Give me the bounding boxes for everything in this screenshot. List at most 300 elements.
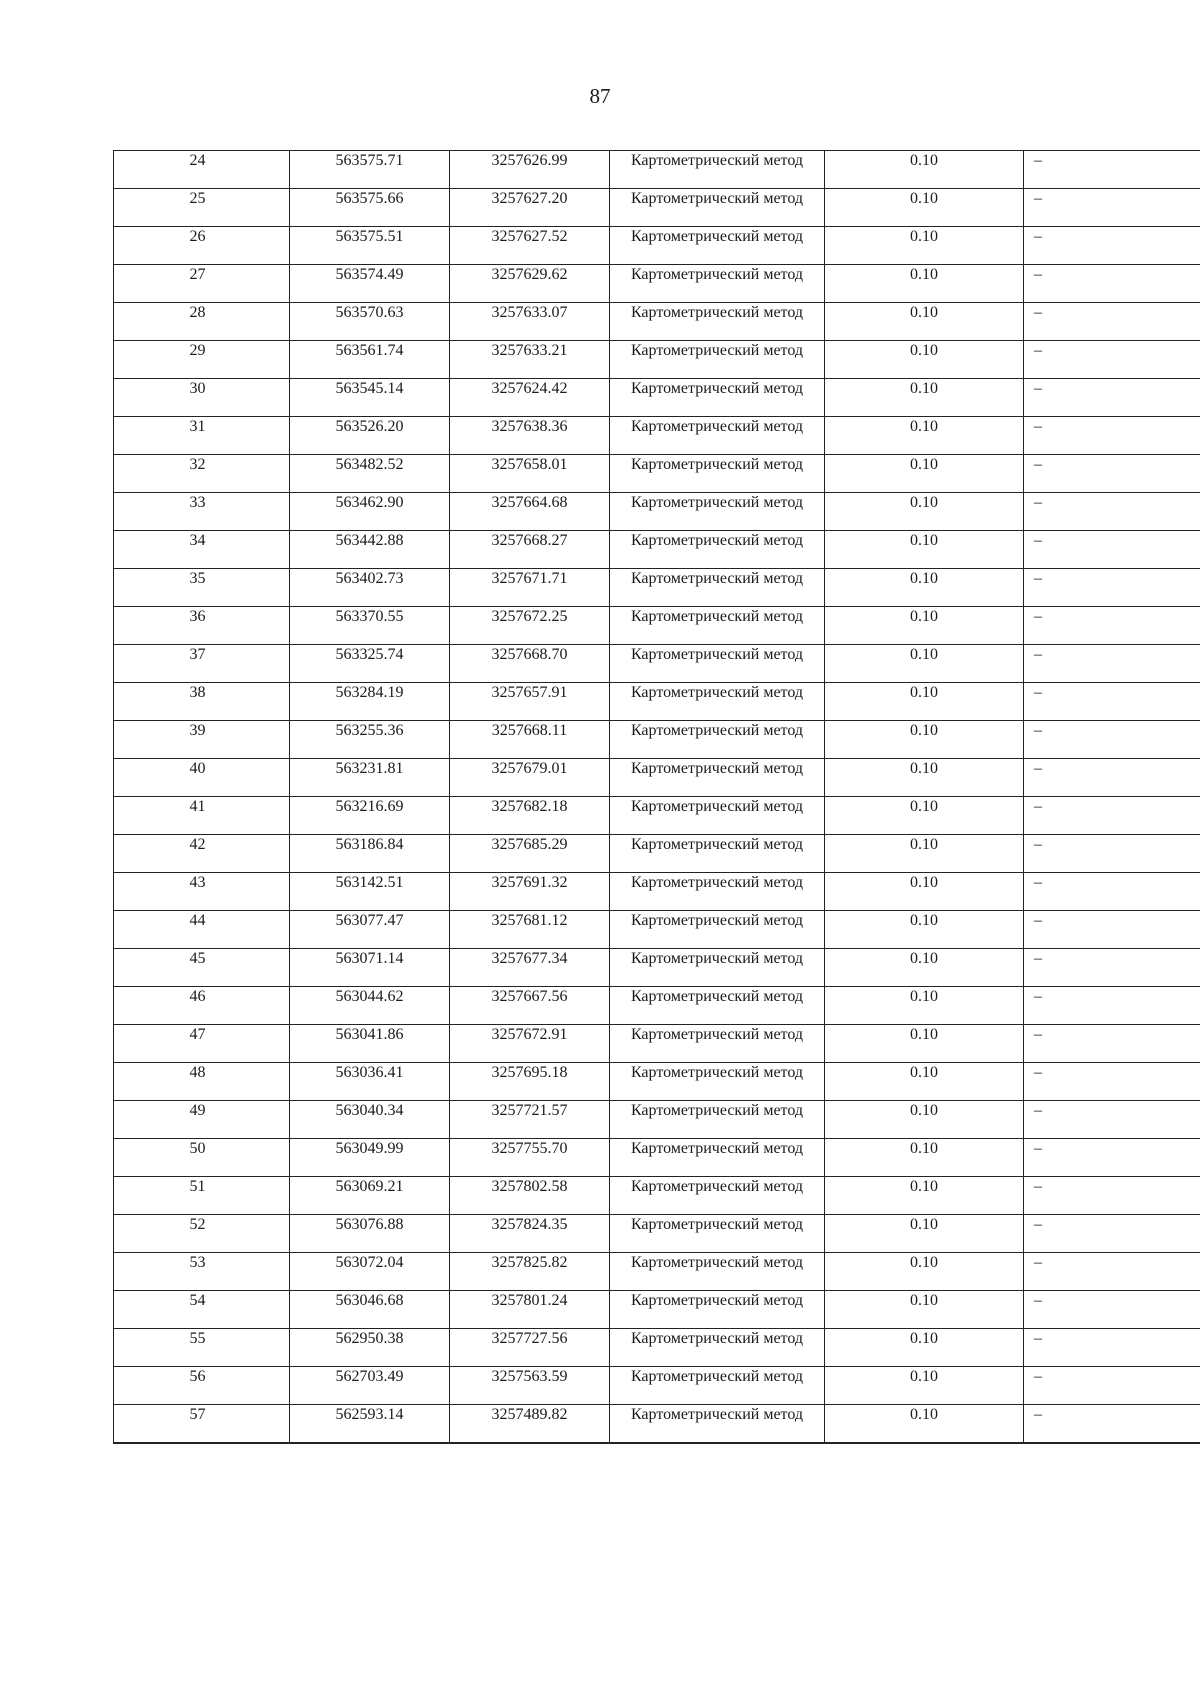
accuracy-cell — [825, 265, 1024, 303]
method-cell — [610, 189, 825, 227]
table-row — [114, 607, 1200, 645]
point-number-cell-text: 25 — [189, 190, 206, 207]
point-number-cell-text: 44 — [189, 912, 206, 929]
x-coordinate-cell — [290, 607, 450, 645]
point-number-cell-text: 36 — [189, 608, 206, 625]
y-coordinate-cell — [450, 1101, 610, 1139]
point-number-cell-text: 35 — [189, 570, 206, 587]
accuracy-cell — [825, 531, 1024, 569]
x-coordinate-cell-text: 563077.47 — [335, 912, 404, 929]
point-number-cell — [114, 417, 290, 455]
note-cell-text: – — [1034, 722, 1042, 739]
point-number-cell-text: 51 — [189, 1178, 206, 1195]
y-coordinate-cell-text: 3257624.42 — [491, 380, 568, 397]
note-cell-text: – — [1034, 1102, 1042, 1119]
y-coordinate-cell-text: 3257681.12 — [491, 912, 568, 929]
table-row — [114, 721, 1200, 759]
accuracy-cell — [825, 303, 1024, 341]
accuracy-cell-text: 0.10 — [910, 988, 938, 1005]
note-cell-text: – — [1034, 1254, 1042, 1271]
point-number-cell — [114, 1177, 290, 1215]
y-coordinate-cell — [450, 835, 610, 873]
table-row — [114, 265, 1200, 303]
note-cell — [1024, 1025, 1200, 1063]
method-cell-text: Картометрический метод — [630, 532, 804, 549]
coordinates-table — [113, 150, 1200, 1444]
method-cell-text: Картометрический метод — [630, 684, 804, 701]
y-coordinate-cell — [450, 949, 610, 987]
point-number-cell-text: 39 — [189, 722, 206, 739]
table-row — [114, 1329, 1200, 1367]
accuracy-cell — [825, 569, 1024, 607]
table-row — [114, 797, 1200, 835]
x-coordinate-cell — [290, 151, 450, 189]
method-cell-text: Картометрический метод — [630, 1368, 804, 1385]
point-number-cell-text: 33 — [189, 494, 206, 511]
y-coordinate-cell — [450, 1177, 610, 1215]
table-row — [114, 911, 1200, 949]
note-cell — [1024, 1253, 1200, 1291]
x-coordinate-cell — [290, 645, 450, 683]
method-cell — [610, 1101, 825, 1139]
note-cell — [1024, 303, 1200, 341]
point-number-cell — [114, 911, 290, 949]
method-cell-text: Картометрический метод — [630, 608, 804, 625]
method-cell — [610, 265, 825, 303]
x-coordinate-cell-text: 563574.49 — [335, 266, 404, 283]
note-cell-text: – — [1034, 950, 1042, 967]
method-cell — [610, 303, 825, 341]
point-number-cell-text: 42 — [189, 836, 206, 853]
note-cell-text: – — [1034, 1292, 1042, 1309]
point-number-cell-text: 37 — [189, 646, 206, 663]
table-row — [114, 873, 1200, 911]
point-number-cell-text: 29 — [189, 342, 206, 359]
x-coordinate-cell — [290, 949, 450, 987]
table-row — [114, 645, 1200, 683]
note-cell — [1024, 1063, 1200, 1101]
point-number-cell-text: 27 — [189, 266, 206, 283]
x-coordinate-cell-text: 563482.52 — [335, 456, 404, 473]
method-cell-text: Картометрический метод — [630, 1178, 804, 1195]
point-number-cell-text: 43 — [189, 874, 206, 891]
method-cell-text: Картометрический метод — [630, 570, 804, 587]
point-number-cell — [114, 1367, 290, 1405]
x-coordinate-cell — [290, 189, 450, 227]
accuracy-cell-text: 0.10 — [910, 760, 938, 777]
y-coordinate-cell — [450, 797, 610, 835]
point-number-cell-text: 52 — [189, 1216, 206, 1233]
x-coordinate-cell-text: 563575.66 — [335, 190, 404, 207]
accuracy-cell — [825, 607, 1024, 645]
point-number-cell — [114, 987, 290, 1025]
y-coordinate-cell — [450, 607, 610, 645]
note-cell — [1024, 987, 1200, 1025]
note-cell — [1024, 417, 1200, 455]
note-cell-text: – — [1034, 1330, 1042, 1347]
note-cell — [1024, 455, 1200, 493]
y-coordinate-cell-text: 3257633.21 — [491, 342, 568, 359]
note-cell-text: – — [1034, 646, 1042, 663]
y-coordinate-cell-text: 3257638.36 — [491, 418, 568, 435]
point-number-cell — [114, 835, 290, 873]
y-coordinate-cell — [450, 493, 610, 531]
point-number-cell-text: 32 — [189, 456, 206, 473]
x-coordinate-cell — [290, 1139, 450, 1177]
method-cell — [610, 1063, 825, 1101]
x-coordinate-cell — [290, 265, 450, 303]
x-coordinate-cell-text: 563325.74 — [335, 646, 404, 663]
method-cell — [610, 759, 825, 797]
table-row — [114, 683, 1200, 721]
method-cell — [610, 645, 825, 683]
method-cell — [610, 1405, 825, 1444]
point-number-cell-text: 38 — [189, 684, 206, 701]
accuracy-cell — [825, 835, 1024, 873]
point-number-cell — [114, 1025, 290, 1063]
x-coordinate-cell-text: 563462.90 — [335, 494, 404, 511]
note-cell — [1024, 531, 1200, 569]
point-number-cell-text: 55 — [189, 1330, 206, 1347]
x-coordinate-cell-text: 563442.88 — [335, 532, 404, 549]
x-coordinate-cell-text: 563284.19 — [335, 684, 404, 701]
table-row — [114, 417, 1200, 455]
x-coordinate-cell-text: 563561.74 — [335, 342, 404, 359]
x-coordinate-cell — [290, 911, 450, 949]
method-cell-text: Картометрический метод — [630, 1254, 804, 1271]
point-number-cell — [114, 873, 290, 911]
x-coordinate-cell — [290, 1101, 450, 1139]
y-coordinate-cell — [450, 531, 610, 569]
x-coordinate-cell-text: 563049.99 — [335, 1140, 404, 1157]
note-cell — [1024, 607, 1200, 645]
accuracy-cell-text: 0.10 — [910, 684, 938, 701]
point-number-cell — [114, 607, 290, 645]
y-coordinate-cell — [450, 683, 610, 721]
x-coordinate-cell — [290, 759, 450, 797]
table-row — [114, 569, 1200, 607]
method-cell-text: Картометрический метод — [630, 152, 804, 169]
x-coordinate-cell-text: 563231.81 — [335, 760, 404, 777]
y-coordinate-cell-text: 3257825.82 — [491, 1254, 568, 1271]
method-cell-text: Картометрический метод — [630, 304, 804, 321]
accuracy-cell-text: 0.10 — [910, 418, 938, 435]
note-cell-text: – — [1034, 1406, 1042, 1423]
table-row — [114, 759, 1200, 797]
method-cell-text: Картометрический метод — [630, 950, 804, 967]
method-cell — [610, 1253, 825, 1291]
accuracy-cell-text: 0.10 — [910, 342, 938, 359]
x-coordinate-cell — [290, 873, 450, 911]
accuracy-cell-text: 0.10 — [910, 152, 938, 169]
x-coordinate-cell-text: 562593.14 — [335, 1406, 404, 1423]
table-row — [114, 227, 1200, 265]
y-coordinate-cell — [450, 569, 610, 607]
point-number-cell — [114, 949, 290, 987]
accuracy-cell — [825, 1063, 1024, 1101]
method-cell-text: Картометрический метод — [630, 1406, 804, 1423]
point-number-cell — [114, 569, 290, 607]
method-cell — [610, 949, 825, 987]
y-coordinate-cell — [450, 1063, 610, 1101]
point-number-cell — [114, 341, 290, 379]
y-coordinate-cell-text: 3257695.18 — [491, 1064, 568, 1081]
y-coordinate-cell-text: 3257682.18 — [491, 798, 568, 815]
method-cell — [610, 493, 825, 531]
x-coordinate-cell — [290, 1253, 450, 1291]
table-row — [114, 531, 1200, 569]
method-cell — [610, 607, 825, 645]
note-cell-text: – — [1034, 304, 1042, 321]
point-number-cell-text: 28 — [189, 304, 206, 321]
table-row — [114, 1025, 1200, 1063]
note-cell-text: – — [1034, 1368, 1042, 1385]
y-coordinate-cell — [450, 759, 610, 797]
y-coordinate-cell-text: 3257657.91 — [491, 684, 568, 701]
y-coordinate-cell-text: 3257626.99 — [491, 152, 568, 169]
method-cell — [610, 417, 825, 455]
method-cell-text: Картометрический метод — [630, 1026, 804, 1043]
point-number-cell-text: 47 — [189, 1026, 206, 1043]
method-cell-text: Картометрический метод — [630, 1064, 804, 1081]
y-coordinate-cell-text: 3257679.01 — [491, 760, 568, 777]
note-cell-text: – — [1034, 494, 1042, 511]
note-cell-text: – — [1034, 380, 1042, 397]
accuracy-cell — [825, 1215, 1024, 1253]
accuracy-cell — [825, 645, 1024, 683]
y-coordinate-cell — [450, 911, 610, 949]
x-coordinate-cell-text: 563041.86 — [335, 1026, 404, 1043]
y-coordinate-cell — [450, 1367, 610, 1405]
accuracy-cell-text: 0.10 — [910, 1178, 938, 1195]
method-cell — [610, 911, 825, 949]
method-cell — [610, 455, 825, 493]
method-cell-text: Картометрический метод — [630, 380, 804, 397]
note-cell-text: – — [1034, 608, 1042, 625]
accuracy-cell-text: 0.10 — [910, 722, 938, 739]
accuracy-cell — [825, 341, 1024, 379]
note-cell-text: – — [1034, 228, 1042, 245]
point-number-cell — [114, 1101, 290, 1139]
y-coordinate-cell — [450, 1291, 610, 1329]
note-cell-text: – — [1034, 152, 1042, 169]
y-coordinate-cell — [450, 1329, 610, 1367]
table-row — [114, 1139, 1200, 1177]
note-cell — [1024, 379, 1200, 417]
note-cell — [1024, 1367, 1200, 1405]
y-coordinate-cell-text: 3257563.59 — [491, 1368, 568, 1385]
method-cell-text: Картометрический метод — [630, 836, 804, 853]
x-coordinate-cell — [290, 797, 450, 835]
point-number-cell — [114, 493, 290, 531]
x-coordinate-cell-text: 563046.68 — [335, 1292, 404, 1309]
note-cell — [1024, 341, 1200, 379]
point-number-cell — [114, 683, 290, 721]
method-cell — [610, 151, 825, 189]
accuracy-cell-text: 0.10 — [910, 456, 938, 473]
note-cell-text: – — [1034, 1064, 1042, 1081]
note-cell — [1024, 493, 1200, 531]
x-coordinate-cell — [290, 683, 450, 721]
note-cell-text: – — [1034, 1216, 1042, 1233]
y-coordinate-cell-text: 3257667.56 — [491, 988, 568, 1005]
method-cell — [610, 1025, 825, 1063]
method-cell — [610, 227, 825, 265]
y-coordinate-cell-text: 3257489.82 — [491, 1406, 568, 1423]
x-coordinate-cell-text: 563570.63 — [335, 304, 404, 321]
note-cell — [1024, 873, 1200, 911]
table-row — [114, 379, 1200, 417]
point-number-cell — [114, 303, 290, 341]
point-number-cell-text: 30 — [189, 380, 206, 397]
x-coordinate-cell — [290, 1215, 450, 1253]
x-coordinate-cell-text: 563575.51 — [335, 228, 404, 245]
point-number-cell-text: 48 — [189, 1064, 206, 1081]
method-cell — [610, 1367, 825, 1405]
y-coordinate-cell-text: 3257755.70 — [491, 1140, 568, 1157]
method-cell-text: Картометрический метод — [630, 418, 804, 435]
method-cell-text: Картометрический метод — [630, 988, 804, 1005]
x-coordinate-cell-text: 562950.38 — [335, 1330, 404, 1347]
method-cell-text: Картометрический метод — [630, 722, 804, 739]
method-cell-text: Картометрический метод — [630, 1140, 804, 1157]
accuracy-cell — [825, 987, 1024, 1025]
point-number-cell-text: 53 — [189, 1254, 206, 1271]
x-coordinate-cell — [290, 1329, 450, 1367]
x-coordinate-cell-text: 563040.34 — [335, 1102, 404, 1119]
accuracy-cell-text: 0.10 — [910, 380, 938, 397]
method-cell-text: Картометрический метод — [630, 1216, 804, 1233]
accuracy-cell-text: 0.10 — [910, 950, 938, 967]
method-cell-text: Картометрический метод — [630, 228, 804, 245]
note-cell — [1024, 721, 1200, 759]
y-coordinate-cell — [450, 873, 610, 911]
method-cell — [610, 1177, 825, 1215]
note-cell-text: – — [1034, 532, 1042, 549]
accuracy-cell — [825, 227, 1024, 265]
y-coordinate-cell — [450, 1025, 610, 1063]
x-coordinate-cell — [290, 531, 450, 569]
note-cell — [1024, 645, 1200, 683]
point-number-cell — [114, 1063, 290, 1101]
accuracy-cell — [825, 911, 1024, 949]
accuracy-cell-text: 0.10 — [910, 1406, 938, 1423]
method-cell-text: Картометрический метод — [630, 190, 804, 207]
note-cell-text: – — [1034, 1026, 1042, 1043]
table-row — [114, 1063, 1200, 1101]
accuracy-cell — [825, 1025, 1024, 1063]
accuracy-cell — [825, 417, 1024, 455]
note-cell — [1024, 265, 1200, 303]
accuracy-cell — [825, 151, 1024, 189]
point-number-cell-text: 41 — [189, 798, 206, 815]
note-cell-text: – — [1034, 836, 1042, 853]
accuracy-cell — [825, 1329, 1024, 1367]
method-cell-text: Картометрический метод — [630, 342, 804, 359]
accuracy-cell — [825, 721, 1024, 759]
y-coordinate-cell — [450, 645, 610, 683]
accuracy-cell-text: 0.10 — [910, 1254, 938, 1271]
note-cell — [1024, 1177, 1200, 1215]
y-coordinate-cell-text: 3257668.11 — [491, 722, 568, 739]
accuracy-cell — [825, 1253, 1024, 1291]
accuracy-cell — [825, 759, 1024, 797]
y-coordinate-cell-text: 3257633.07 — [491, 304, 568, 321]
point-number-cell-text: 56 — [189, 1368, 206, 1385]
note-cell-text: – — [1034, 874, 1042, 891]
note-cell — [1024, 189, 1200, 227]
accuracy-cell — [825, 683, 1024, 721]
point-number-cell-text: 34 — [189, 532, 206, 549]
y-coordinate-cell — [450, 265, 610, 303]
y-coordinate-cell-text: 3257658.01 — [491, 456, 568, 473]
note-cell-text: – — [1034, 342, 1042, 359]
y-coordinate-cell — [450, 227, 610, 265]
accuracy-cell — [825, 455, 1024, 493]
accuracy-cell-text: 0.10 — [910, 1292, 938, 1309]
y-coordinate-cell-text: 3257672.25 — [491, 608, 568, 625]
x-coordinate-cell — [290, 1291, 450, 1329]
accuracy-cell-text: 0.10 — [910, 190, 938, 207]
x-coordinate-cell-text: 563036.41 — [335, 1064, 404, 1081]
method-cell-text: Картометрический метод — [630, 1102, 804, 1119]
table-row — [114, 1253, 1200, 1291]
y-coordinate-cell-text: 3257668.27 — [491, 532, 568, 549]
note-cell — [1024, 569, 1200, 607]
x-coordinate-cell-text: 563044.62 — [335, 988, 404, 1005]
accuracy-cell-text: 0.10 — [910, 532, 938, 549]
y-coordinate-cell — [450, 1405, 610, 1444]
accuracy-cell-text: 0.10 — [910, 266, 938, 283]
table-row — [114, 151, 1200, 189]
method-cell-text: Картометрический метод — [630, 798, 804, 815]
table-row — [114, 949, 1200, 987]
x-coordinate-cell — [290, 721, 450, 759]
x-coordinate-cell-text: 563402.73 — [335, 570, 404, 587]
note-cell — [1024, 227, 1200, 265]
method-cell — [610, 1329, 825, 1367]
y-coordinate-cell — [450, 189, 610, 227]
y-coordinate-cell — [450, 151, 610, 189]
accuracy-cell-text: 0.10 — [910, 1064, 938, 1081]
note-cell-text: – — [1034, 456, 1042, 473]
x-coordinate-cell — [290, 1405, 450, 1444]
y-coordinate-cell — [450, 721, 610, 759]
accuracy-cell — [825, 1101, 1024, 1139]
accuracy-cell — [825, 493, 1024, 531]
point-number-cell-text: 46 — [189, 988, 206, 1005]
note-cell-text: – — [1034, 266, 1042, 283]
table-row — [114, 1101, 1200, 1139]
y-coordinate-cell-text: 3257627.52 — [491, 228, 568, 245]
method-cell-text: Картометрический метод — [630, 1292, 804, 1309]
accuracy-cell — [825, 1177, 1024, 1215]
method-cell — [610, 531, 825, 569]
point-number-cell — [114, 1405, 290, 1444]
point-number-cell-text: 45 — [189, 950, 206, 967]
y-coordinate-cell — [450, 987, 610, 1025]
coordinates-table-body — [114, 151, 1200, 1444]
method-cell — [610, 379, 825, 417]
note-cell-text: – — [1034, 760, 1042, 777]
x-coordinate-cell — [290, 379, 450, 417]
accuracy-cell — [825, 1367, 1024, 1405]
note-cell — [1024, 911, 1200, 949]
y-coordinate-cell-text: 3257721.57 — [491, 1102, 568, 1119]
table-row — [114, 835, 1200, 873]
note-cell — [1024, 683, 1200, 721]
point-number-cell-text: 24 — [189, 152, 206, 169]
